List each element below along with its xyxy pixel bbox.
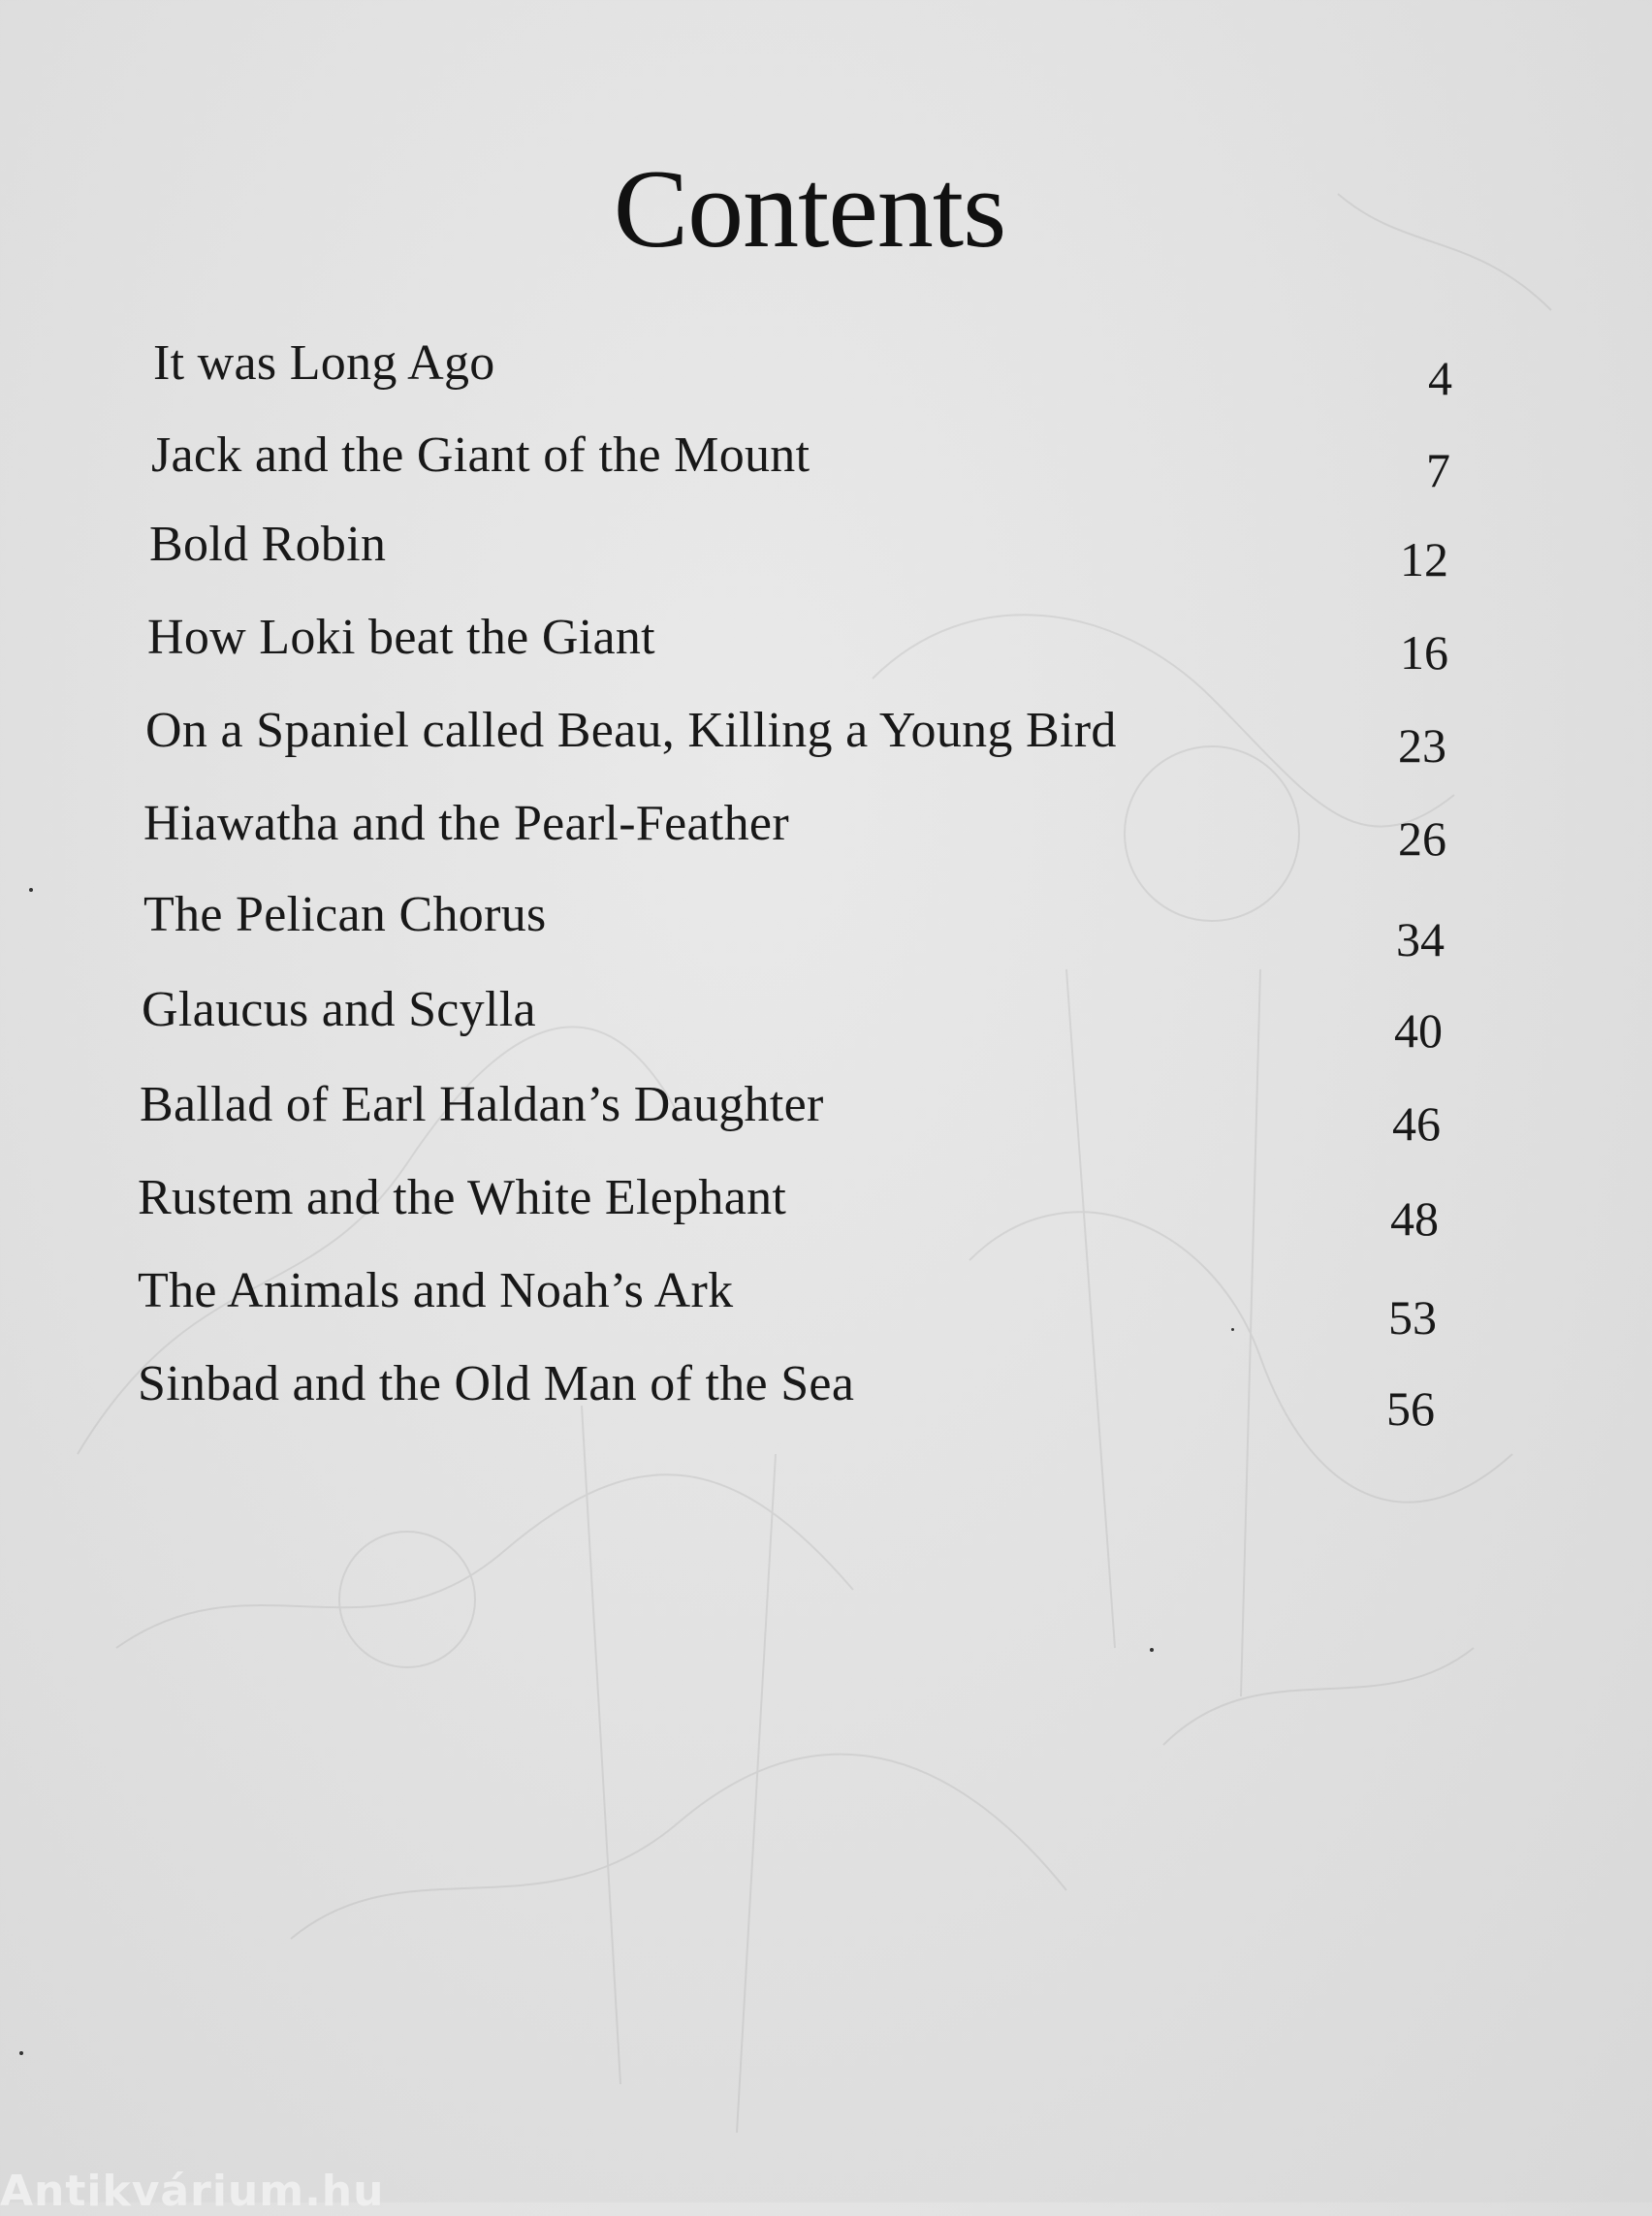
toc-entry-title: Glaucus and Scylla [142, 982, 536, 1037]
toc-entry-title: Bold Robin [149, 517, 387, 572]
toc-entry-page-number: 34 [1396, 912, 1445, 966]
toc-entry [138, 1355, 1437, 1436]
toc-entry-page-number: 12 [1400, 532, 1448, 586]
toc-entry-page-number: 48 [1390, 1191, 1439, 1246]
toc-entry-page-number: 4 [1428, 351, 1452, 405]
toc-entry-page-number: 56 [1386, 1381, 1435, 1436]
toc-entry [143, 795, 1446, 872]
toc-entry-page-number: 40 [1394, 1003, 1443, 1058]
print-speck [1231, 1328, 1234, 1331]
toc-entry-page-number: 23 [1398, 718, 1446, 773]
toc-entry-title: Jack and the Giant of the Mount [151, 427, 810, 483]
toc-entry-title: The Pelican Chorus [143, 887, 547, 942]
toc-entry-title: On a Spaniel called Beau, Killing a Young Bird [145, 703, 1117, 758]
toc-entry [142, 981, 1441, 1059]
toc-entry-title: How Loki beat the Giant [147, 610, 655, 665]
toc-entry-title: The Animals and Noah’s Ark [138, 1263, 734, 1318]
print-speck [29, 888, 33, 892]
toc-entry [149, 516, 1448, 593]
toc-entry-page-number: 16 [1400, 625, 1448, 680]
toc-entry-title: Hiawatha and the Pearl-Feather [143, 796, 789, 851]
toc-entry-title: Ballad of Earl Haldan’s Daughter [140, 1077, 824, 1132]
toc-entry [145, 702, 1445, 779]
toc-entry [138, 1262, 1437, 1345]
toc-entry-page-number: 7 [1426, 443, 1450, 497]
toc-entry [140, 1076, 1439, 1154]
toc-entry-title: Rustem and the White Elephant [138, 1170, 787, 1225]
toc-entry-title: Sinbad and the Old Man of the Sea [138, 1356, 855, 1411]
toc-entry [153, 334, 1452, 412]
toc-entry-title: It was Long Ago [153, 335, 495, 391]
print-speck [19, 2051, 23, 2055]
print-speck [1150, 1648, 1154, 1652]
toc-entry [143, 886, 1443, 964]
toc-entry-page-number: 46 [1392, 1096, 1441, 1151]
page-title: Contents [613, 147, 1006, 271]
toc-entry [138, 1169, 1437, 1247]
toc-entry [147, 609, 1446, 686]
toc-entry-page-number: 26 [1398, 811, 1446, 866]
watermark: Antikvárium.hu [0, 2167, 385, 2216]
toc-entry-page-number: 53 [1388, 1290, 1437, 1345]
toc-entry [151, 427, 1450, 504]
